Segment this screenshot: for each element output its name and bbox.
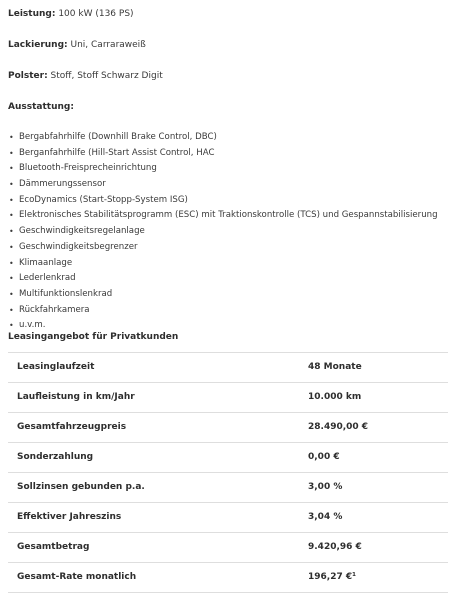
feature-list (8, 130, 448, 334)
bullet-icon: • (9, 195, 14, 205)
list-item (8, 303, 448, 319)
row-label: Gesamt-Rate monatlich (17, 572, 137, 583)
spec-upholstery-label: Polster: (8, 71, 48, 81)
feature-text: Multifunktionslenkrad (19, 288, 113, 299)
bullet-icon: • (9, 321, 14, 331)
feature-text: Bergabfahrhilfe (Downhill Brake Control, DBC) (19, 132, 217, 142)
spec-upholstery-value: Stoff, Stoff Schwarz Digit (50, 71, 163, 81)
leasing-table (8, 352, 448, 593)
row-value: 9.420,96 € (308, 542, 362, 553)
row-label: Sonderzahlung (17, 452, 94, 463)
bullet-icon: • (9, 274, 14, 284)
feature-text: Dämmerungssensor (19, 179, 106, 190)
row-label: Leasinglaufzeit (17, 362, 95, 373)
spec-power (8, 8, 448, 20)
bullet-icon: • (9, 180, 14, 190)
list-item (8, 271, 448, 287)
vehicle-offer-page (8, 8, 448, 593)
feature-text: Klimaanlage (19, 257, 73, 268)
feature-text: Geschwindigkeitsbegrenzer (19, 241, 138, 252)
list-item (8, 287, 448, 303)
list-item (8, 318, 448, 334)
list-item (8, 240, 448, 256)
spec-paint-value: Uni, Carraraweiß (70, 40, 146, 50)
feature-text: u.v.m. (19, 320, 46, 331)
equipment-heading: Ausstattung: (8, 102, 74, 112)
list-item (8, 130, 448, 146)
bullet-icon: • (9, 211, 14, 221)
list-item (8, 224, 448, 240)
spec-power-label: Leistung: (8, 9, 56, 19)
row-label: Sollzinsen gebunden p.a. (17, 482, 145, 493)
table-row (8, 382, 448, 412)
feature-text: Bluetooth-Freisprecheinrichtung (19, 163, 157, 174)
bullet-icon: • (9, 242, 14, 252)
feature-text: Lederlenkrad (19, 273, 76, 284)
table-row (8, 412, 448, 442)
feature-text: EcoDynamics (Start-Stopp-System ISG) (19, 194, 188, 205)
bullet-icon: • (9, 148, 14, 158)
row-value: 196,27 €¹ (308, 572, 357, 583)
bullet-icon: • (9, 133, 14, 142)
feature-text: Rückfahrkamera (19, 304, 90, 315)
row-label: Gesamtbetrag (17, 542, 90, 553)
list-item (8, 146, 448, 162)
row-label: Gesamtfahrzeugpreis (17, 422, 127, 433)
row-value: 3,00 % (308, 482, 343, 493)
table-row (8, 502, 448, 532)
list-item (8, 256, 448, 272)
bullet-icon: • (9, 289, 14, 299)
feature-text: Elektronisches Stabilitätsprogramm (ESC) mit Traktionskontrolle (TCS) und Gespannstabilisierung (19, 210, 438, 221)
feature-text: Berganfahrhilfe (Hill-Start Assist Control, HAC (19, 147, 215, 158)
spec-power-value: 100 kW (136 PS) (58, 9, 134, 19)
table-row (8, 442, 448, 472)
feature-text: Geschwindigkeitsregelanlage (19, 226, 145, 237)
table-row (8, 562, 448, 592)
row-value: 10.000 km (308, 392, 362, 403)
table-row (8, 352, 448, 382)
list-item (8, 161, 448, 177)
row-value: 48 Monate (308, 362, 362, 373)
spec-upholstery (8, 70, 448, 82)
list-item (8, 177, 448, 193)
table-row (8, 532, 448, 562)
row-label: Effektiver Jahreszins (17, 512, 122, 523)
spec-paint (8, 39, 448, 51)
table-row (8, 472, 448, 502)
list-item (8, 208, 448, 224)
spec-paint-label: Lackierung: (8, 40, 68, 50)
row-value: 28.490,00 € (308, 422, 369, 433)
bullet-icon: • (9, 258, 14, 268)
bullet-icon: • (9, 227, 14, 237)
list-item (8, 193, 448, 209)
bullet-icon: • (9, 305, 14, 315)
leasing-title: Leasingangebot für Privatkunden (8, 331, 179, 342)
row-value: 0,00 € (308, 452, 340, 463)
bullet-icon: • (9, 164, 14, 174)
row-value: 3,04 % (308, 512, 343, 523)
row-label: Laufleistung in km/Jahr (17, 392, 135, 403)
